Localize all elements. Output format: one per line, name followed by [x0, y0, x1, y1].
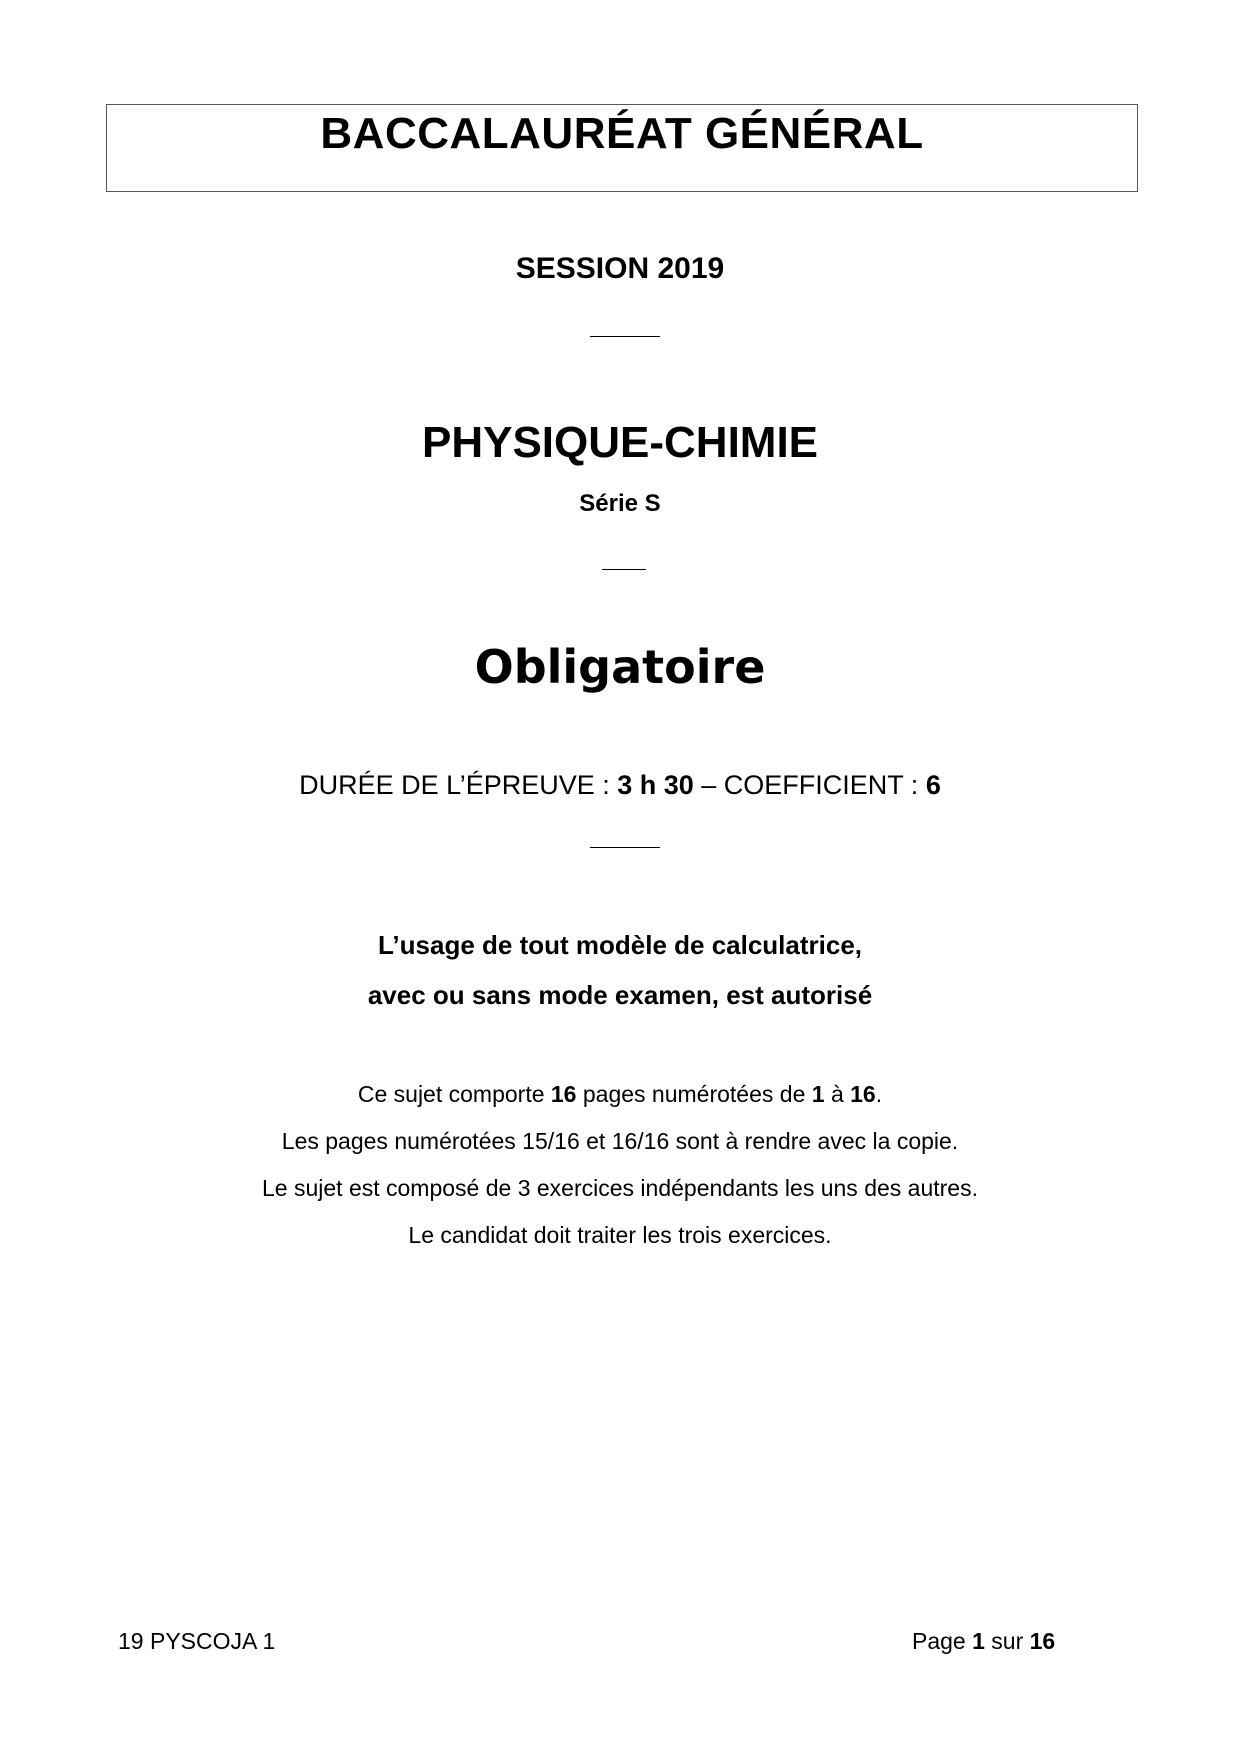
info-line-4: Le candidat doit traiter les trois exercices. [408, 1222, 832, 1248]
duration-line [0, 770, 1240, 801]
page-current: 1 [972, 1628, 985, 1654]
info-suffix: . [875, 1081, 883, 1107]
info-page-to: 16 [850, 1081, 876, 1107]
serie-label: Série S [579, 490, 661, 517]
divider-3 [590, 847, 660, 848]
duration-separator: – COEFFICIENT : [693, 770, 926, 800]
info-page-count: 16 [550, 1081, 577, 1107]
info-page-from: 1 [811, 1081, 825, 1107]
option-title: Obligatoire [474, 640, 766, 694]
duration-label: DURÉE DE L’ÉPREUVE : [299, 770, 618, 800]
exam-title: BACCALAURÉAT GÉNÉRAL [320, 109, 924, 158]
session-label: SESSION 2019 [515, 252, 725, 285]
info-prefix: Ce sujet comporte [357, 1081, 551, 1107]
info-line-3: Le sujet est composé de 3 exercices indépendants les uns des autres. [262, 1175, 978, 1201]
page-total: 16 [1029, 1628, 1056, 1654]
info-to-word: à [824, 1081, 851, 1107]
calculator-line-1: L’usage de tout modèle de calculatrice, [377, 930, 863, 960]
coefficient-value: 6 [925, 770, 941, 800]
subject-title: PHYSIQUE-CHIMIE [421, 418, 819, 467]
info-mid: pages numérotées de [576, 1081, 812, 1107]
page-separator: sur [984, 1628, 1030, 1654]
title-box [106, 104, 1138, 192]
footer-code: 19 PYSCOJA 1 [118, 1628, 276, 1654]
info-line-1 [0, 1081, 1240, 1108]
info-line-2: Les pages numérotées 15/16 et 16/16 sont à rendre avec la copie. [281, 1128, 959, 1154]
footer-page-number [912, 1628, 1055, 1655]
divider-1 [590, 336, 660, 337]
divider-2 [602, 569, 646, 570]
duration-time: 3 h 30 [617, 770, 694, 800]
calculator-line-2: avec ou sans mode examen, est autorisé [367, 980, 873, 1010]
page-label: Page [912, 1628, 973, 1654]
